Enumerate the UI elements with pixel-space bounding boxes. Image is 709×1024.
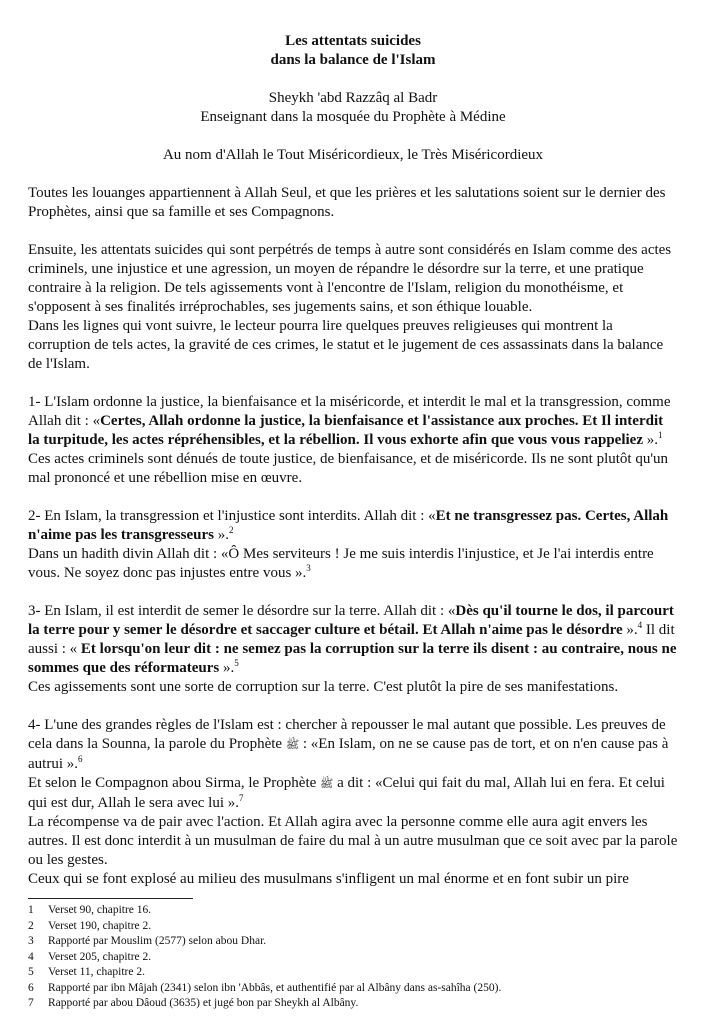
- section-4-paragraph: La récompense va de pair avec l'action. Et Allah agira avec la personne comme elle aura agit envers les autres. Il est donc interdit à un musulman de faire du mal à un autre musulman que ce soit avec par la parole ou les gestes.: [28, 814, 678, 868]
- basmala: Au nom d'Allah le Tout Miséricordieux, le Très Miséricordieux: [162, 147, 544, 163]
- quran-quote: Certes, Allah ordonne la justice, la bienfaisance et l'assistance aux proches. Et Il interdit la turpitude, les actes répréhensibles, et la rébellion. Il vous exhorte afin que vous vous rappeliez: [28, 413, 664, 448]
- author-block: [28, 89, 678, 127]
- intro-paragraph-2: Ensuite, les attentats suicides qui sont perpétrés de temps à autre sont considérés en Islam comme des actes criminels, une injustice et une agression, un moyen de répandre le désordre sur la terre, et une pratique contraire à la religion. De tels agissements vont à l'encontre de l'Islam, religion du monothéisme, et s'opposent à ses finalités irréprochables, ses jugements sains, et son éthique louable.: [28, 242, 672, 315]
- salutation-symbol: ﷺ: [285, 739, 300, 751]
- section-1: 1- L'Islam ordonne la justice, la bienfaisance et la miséricorde, et interdit le mal et la transgression, comme Allah dit : «Certes, Allah ordonne la justice, la bienfaisance et l'assistance aux proches. Et Il interdit la turpitude, les actes répréhensibles, et la rébellion. Il vous exhorte afin que vous vous rappeliez ».$^1$ Ces actes criminels sont dénués de toute justice, de bienfaisance, et de miséricorde. Ils ne sont plutôt qu'un mal prononcé et une rébellion mise en œuvre.: [28, 394, 671, 486]
- footnote-item: 5 Verset 11, chapitre 2.: [28, 966, 145, 978]
- section-3-conclusion: Ces agissements sont une sorte de corruption sur la terre. C'est plutôt la pire de ses manifestations.: [28, 679, 619, 695]
- footnote-item: 4 Verset 205, chapitre 2.: [28, 950, 152, 963]
- quran-quote: Et lorsqu'on leur dit : ne semez pas la corruption sur la terre ils disent : au contraire, nous ne sommes que des réformateurs: [28, 641, 677, 676]
- salutation-symbol: ﷺ: [320, 778, 334, 790]
- author-name: Sheykh 'abd Razzâq al Badr: [268, 90, 438, 106]
- section-4-last-line: Ceux qui se font explosé au milieu des musulmans s'infligent un mal énorme et en font subir un pire: [28, 871, 629, 887]
- section-4: 4- L'une des grandes règles de l'Islam est : chercher à repousser le mal autant que possible. Les preuves de cela dans la Sounna, la parole du Prophète ﷺ : «En Islam, on ne se cause pas de tort, et on n'en cause pas à autrui ».$^6$: [28, 717, 669, 772]
- footnote-ref: 5: [234, 658, 239, 668]
- intro-paragraph-3: Dans les lignes qui vont suivre, le lecteur pourra lire quelques preuves religieuses qui montrent la corruption de tels actes, la gravité de ces crimes, le statut et le jugement de ces assassinats dans la balance de l'Islam.: [28, 318, 664, 372]
- footnote-item: 7 Rapporté par abou Dâoud (3635) et jugé bon par Sheykh al Albâny.: [28, 997, 359, 1009]
- author-role: Enseignant dans la mosquée du Prophète à Médine: [200, 109, 506, 125]
- intro-paragraph-1: Toutes les louanges appartiennent à Allah Seul, et que les prières et les salutations soient sur le dernier des Prophètes, ainsi que sa famille et ses Compagnons.: [28, 185, 666, 220]
- footnote-ref: 6: [78, 754, 83, 764]
- footnote-ref: 2: [228, 525, 234, 535]
- section-2: 2- En Islam, la transgression et l'injustice sont interdits. Allah dit : «Et ne transgressez pas. Certes, Allah n'aime pas les transgresseurs ».$^2$: [28, 508, 669, 543]
- section-2-hadith: Dans un hadith divin Allah dit : «Ô Mes serviteurs ! Je me suis interdis l'injustice, et Je l'ai interdis entre vous. Ne soyez donc pas injustes entre vous ».$^3$: [28, 546, 654, 581]
- title-line-2: dans la balance de l'Islam: [270, 52, 436, 68]
- footnote-item: 2 Verset 190, chapitre 2.: [28, 919, 152, 932]
- footnote-ref: 3: [306, 563, 311, 573]
- quran-quote: Et ne transgressez pas. Certes, Allah n'aime pas les transgresseurs: [28, 508, 669, 543]
- footnote-ref: 1: [657, 430, 663, 440]
- title-line-1: Les attentats suicides: [285, 33, 421, 49]
- footnote-item: 3 Rapporté par Mouslim (2577) selon abou Dhar.: [28, 935, 267, 947]
- footnote-item: 1 Verset 90, chapitre 16.: [28, 904, 152, 916]
- quran-quote: Dès qu'il tourne le dos, il parcourt la terre pour y semer le désordre et saccager culture et bétail. Et Allah n'aime pas le désordre: [28, 603, 674, 638]
- document-page: [28, 32, 678, 889]
- footnote-ref: 4: [637, 620, 643, 630]
- footnote-item: 6 Rapporté par ibn Mâjah (2341) selon ibn 'Abbâs, et authentifié par al Albâny dans as-sahîha (250).: [28, 981, 502, 994]
- footnotes: [28, 898, 678, 1012]
- document-title: [28, 32, 678, 70]
- footnote-divider: [28, 898, 193, 899]
- section-3: 3- En Islam, il est interdit de semer le désordre sur la terre. Allah dit : «Dès qu'il tourne le dos, il parcourt la terre pour y semer le désordre et saccager culture et bétail. Et Allah n'aime pas le désordre ».$^4$ Il dit aussi : « Et lorsqu'on leur dit : ne semez pas la corruption sur la terre ils disent : au contraire, nous ne sommes que des réformateurs ».$^5$: [28, 603, 677, 676]
- section-4-hadith: Et selon le Compagnon abou Sirma, le Prophète ﷺ a dit : «Celui qui fait du mal, Allah lui en fera. Et celui qui est dur, Allah le sera avec lui ».$^7$: [28, 775, 665, 811]
- footnote-ref: 7: [239, 793, 244, 803]
